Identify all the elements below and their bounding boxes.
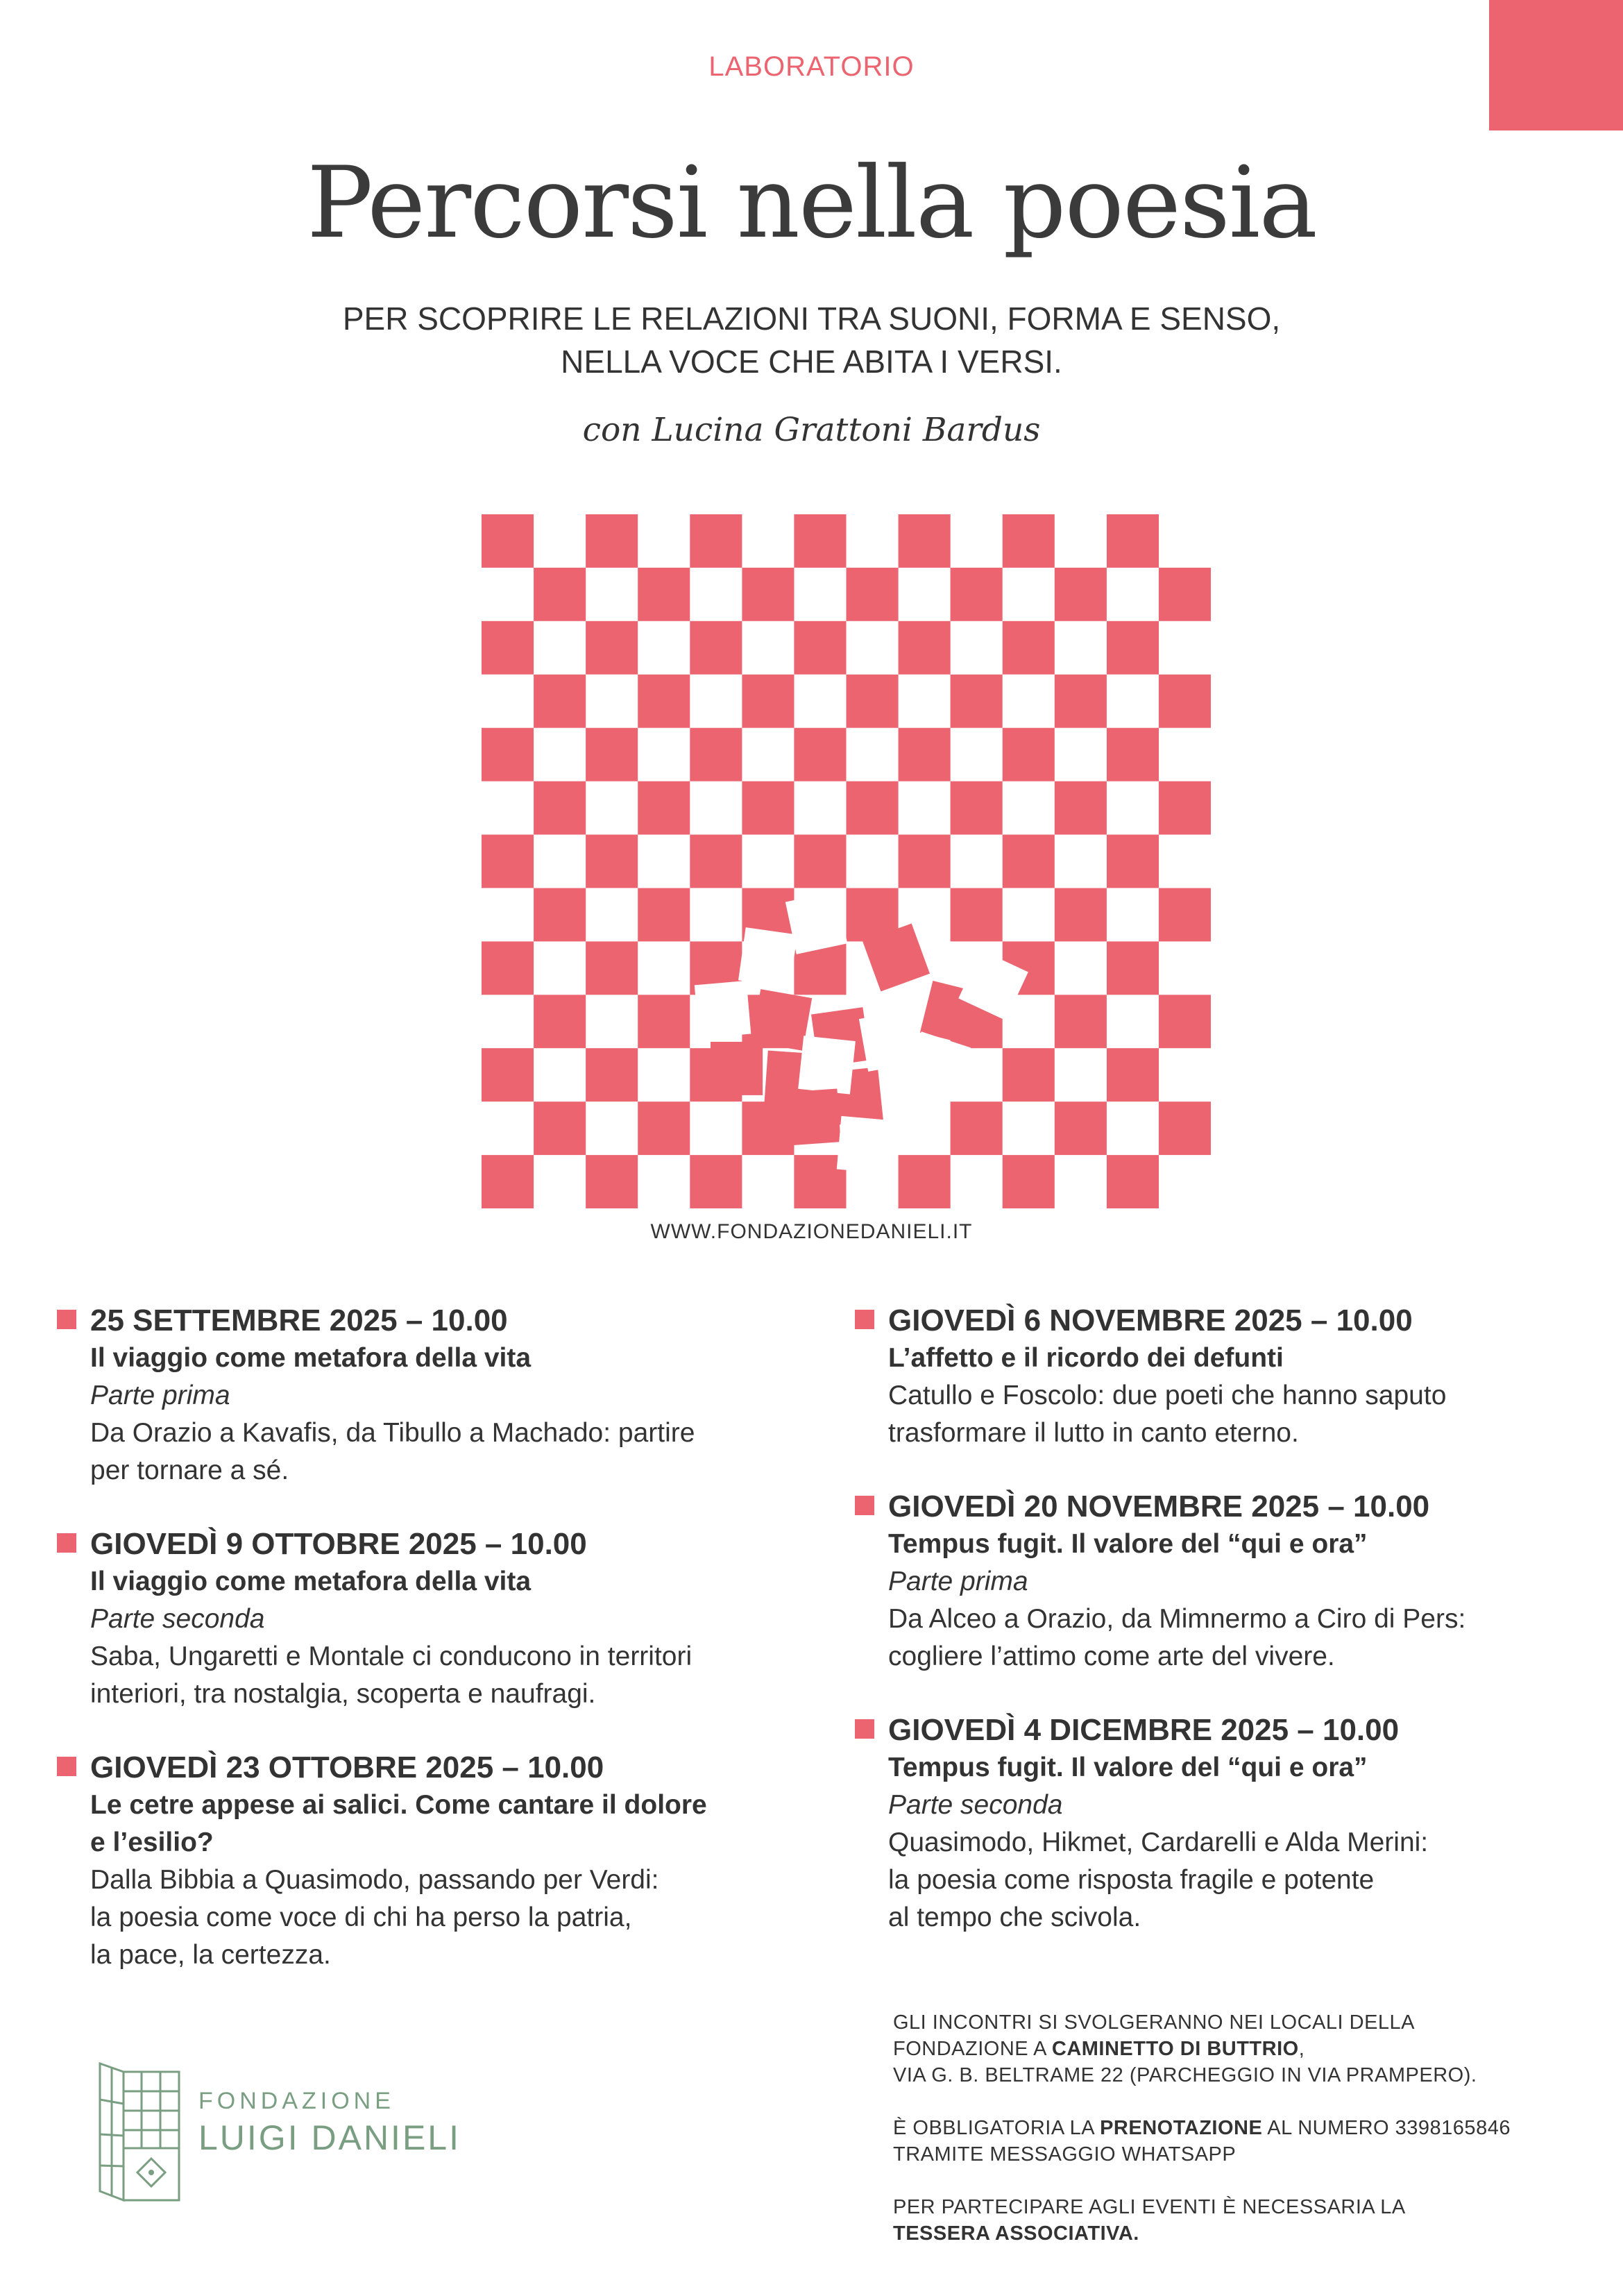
- checker-square: [1159, 888, 1211, 942]
- info-block: [893, 2009, 1587, 2273]
- checker-square: [690, 835, 742, 888]
- scattered-tile: [738, 927, 797, 988]
- checker-square: [690, 1155, 742, 1208]
- info-location: [893, 2009, 1587, 2088]
- checker-square: [951, 675, 1003, 728]
- checker-square: [482, 835, 534, 888]
- checker-square: [482, 514, 534, 568]
- info-membership: [893, 2194, 1587, 2247]
- event-item: [855, 1302, 1583, 1452]
- bullet-square-icon: [855, 1310, 874, 1329]
- checker-square: [1003, 514, 1055, 568]
- scattered-tile: [695, 981, 751, 1038]
- checker-square: [899, 514, 951, 568]
- subtitle-line-2: NELLA VOCE CHE ABITA I VERSI.: [561, 344, 1062, 380]
- author-credit: con Lucina Grattoni Bardus: [582, 411, 1041, 449]
- checker-square: [1055, 782, 1107, 835]
- event-item: [57, 1526, 799, 1713]
- checker-square: [847, 568, 899, 621]
- checker-square: [534, 1101, 586, 1155]
- logo-line-2: LUIGI DANIELI: [198, 2118, 461, 2157]
- checker-square: [1003, 728, 1055, 782]
- scattered-tile: [711, 1042, 763, 1095]
- checker-square: [794, 728, 846, 782]
- checker-square: [586, 514, 638, 568]
- checker-square: [534, 782, 586, 835]
- event-title: Le cetre appese ai salici. Come cantare il dolore e l’esilio?: [90, 1790, 707, 1857]
- checker-square: [1107, 621, 1159, 675]
- event-part: Parte prima: [90, 1381, 230, 1410]
- events-column-right: [855, 1302, 1583, 1973]
- info-booking-line-2: TRAMITE MESSAGGIO WHATSAPP: [893, 2143, 1237, 2166]
- checker-square: [1003, 835, 1055, 888]
- event-title: L’affetto e il ricordo dei defunti: [888, 1343, 1284, 1373]
- info-booking: [893, 2115, 1587, 2168]
- checker-square: [482, 728, 534, 782]
- checker-square: [1159, 568, 1211, 621]
- scattered-tile: [837, 1116, 894, 1174]
- event-title: Tempus fugit. Il valore del “qui e ora”: [888, 1753, 1368, 1782]
- events-column-left: [57, 1302, 799, 2010]
- subtitle: [0, 297, 1623, 383]
- event-date: GIOVEDÌ 23 OTTOBRE 2025 – 10.00: [90, 1750, 604, 1784]
- event-part: Parte seconda: [888, 1790, 1063, 1820]
- event-description: Quasimodo, Hikmet, Cardarelli e Alda Merini: la poesia come risposta fragile e potente al tempo che scivola.: [888, 1827, 1429, 1932]
- website-url[interactable]: WWW.FONDAZIONEDANIELI.IT: [650, 1220, 973, 1243]
- checker-square: [1159, 1101, 1211, 1155]
- checker-square: [482, 1048, 534, 1101]
- event-item: [57, 1749, 799, 1974]
- checker-square: [586, 728, 638, 782]
- scattered-tile: [785, 1088, 840, 1145]
- checker-square: [638, 675, 690, 728]
- checker-square: [586, 1155, 638, 1208]
- checker-square: [1159, 782, 1211, 835]
- scattered-tile: [798, 1036, 856, 1094]
- checker-square: [482, 941, 534, 995]
- info-location-comma: ,: [1298, 2038, 1305, 2060]
- bullet-square-icon: [855, 1719, 874, 1739]
- checker-square: [794, 835, 846, 888]
- checker-square: [1107, 835, 1159, 888]
- event-title: Il viaggio come metafora della vita: [90, 1343, 532, 1373]
- event-description: Da Orazio a Kavafis, da Tibullo a Machado: partire per tornare a sé.: [90, 1418, 695, 1485]
- checker-square: [1055, 1101, 1107, 1155]
- checker-square: [794, 514, 846, 568]
- event-title: Tempus fugit. Il valore del “qui e ora”: [888, 1529, 1368, 1559]
- checker-square: [1055, 568, 1107, 621]
- scattered-tile: [859, 1010, 919, 1072]
- checker-square: [534, 888, 586, 942]
- checker-square: [586, 621, 638, 675]
- checker-square: [847, 782, 899, 835]
- checker-square: [951, 888, 1003, 942]
- event-title: Il viaggio come metafora della vita: [90, 1567, 532, 1596]
- checker-square: [638, 1101, 690, 1155]
- event-description: Saba, Ungaretti e Montale ci conducono in territori interiori, tra nostalgia, scoperta e naufragi.: [90, 1641, 692, 1709]
- checker-square: [742, 782, 794, 835]
- event-item: [855, 1488, 1583, 1675]
- info-membership-line-1: PER PARTECIPARE AGLI EVENTI È NECESSARIA LA: [893, 2196, 1406, 2218]
- checker-square: [690, 514, 742, 568]
- checker-square: [1003, 1048, 1055, 1101]
- checker-square: [638, 568, 690, 621]
- kicker-label: LABORATORIO: [708, 51, 915, 82]
- checker-square: [1003, 1155, 1055, 1208]
- checker-square: [482, 621, 534, 675]
- logo-line-1: FONDAZIONE: [198, 2088, 395, 2114]
- event-part: Parte prima: [888, 1567, 1028, 1596]
- checker-square: [586, 1048, 638, 1101]
- event-description: Dalla Bibbia a Quasimodo, passando per Verdi: la poesia come voce di chi ha perso la patria, la pace, la certezza.: [90, 1865, 659, 1970]
- checker-square: [482, 1155, 534, 1208]
- checker-square: [742, 675, 794, 728]
- bullet-square-icon: [57, 1310, 76, 1329]
- checker-square: [1159, 995, 1211, 1048]
- scattered-tile: [751, 989, 812, 1051]
- event-date: GIOVEDÌ 9 OTTOBRE 2025 – 10.00: [90, 1527, 587, 1561]
- checker-square: [1159, 675, 1211, 728]
- checker-square: [1107, 728, 1159, 782]
- event-date: GIOVEDÌ 6 NOVEMBRE 2025 – 10.00: [888, 1303, 1413, 1337]
- checker-square: [899, 728, 951, 782]
- checker-square: [1055, 888, 1107, 942]
- checker-square: [742, 568, 794, 621]
- checker-square: [534, 675, 586, 728]
- bullet-square-icon: [57, 1757, 76, 1776]
- checker-square: [1003, 621, 1055, 675]
- subtitle-line-1: PER SCOPRIRE LE RELAZIONI TRA SUONI, FORMA E SENSO,: [342, 301, 1281, 337]
- checker-square: [534, 568, 586, 621]
- event-part: Parte seconda: [90, 1604, 265, 1634]
- event-description: Catullo e Foscolo: due poeti che hanno saputo trasformare il lutto in canto eterno.: [888, 1381, 1447, 1448]
- checker-square: [690, 728, 742, 782]
- bullet-square-icon: [57, 1533, 76, 1553]
- event-date: 25 SETTEMBRE 2025 – 10.00: [90, 1303, 508, 1337]
- foundation-logo: [96, 2058, 484, 2204]
- checker-square: [1107, 1048, 1159, 1101]
- checker-square: [1055, 675, 1107, 728]
- checker-square: [951, 1101, 1003, 1155]
- checkerboard-illustration: [482, 514, 1211, 1208]
- door-window-icon: [96, 2058, 186, 2204]
- checker-square: [899, 621, 951, 675]
- checker-square: [1107, 514, 1159, 568]
- info-booking-phone: AL NUMERO 3398165846: [1262, 2117, 1511, 2139]
- checker-square: [899, 1155, 951, 1208]
- info-location-address: VIA G. B. BELTRAME 22 (PARCHEGGIO IN VIA PRAMPERO).: [893, 2064, 1477, 2086]
- checker-square: [1107, 941, 1159, 995]
- bullet-square-icon: [855, 1496, 874, 1515]
- checker-square: [534, 995, 586, 1048]
- event-date: GIOVEDÌ 4 DICEMBRE 2025 – 10.00: [888, 1713, 1400, 1747]
- checker-square: [638, 782, 690, 835]
- info-location-place: CAMINETTO DI BUTTRIO: [1051, 2038, 1299, 2060]
- checker-square: [638, 995, 690, 1048]
- info-location-line-1: GLI INCONTRI SI SVOLGERANNO NEI LOCALI DELLA: [893, 2011, 1416, 2034]
- event-date: GIOVEDÌ 20 NOVEMBRE 2025 – 10.00: [888, 1489, 1430, 1523]
- checker-square: [951, 782, 1003, 835]
- checker-square: [1055, 995, 1107, 1048]
- checker-square: [638, 888, 690, 942]
- event-item: [855, 1712, 1583, 1936]
- page-title: Percorsi nella poesia: [307, 146, 1316, 260]
- info-location-line-2: FONDAZIONE A: [893, 2038, 1052, 2060]
- checker-square: [899, 835, 951, 888]
- checker-square: [847, 675, 899, 728]
- checker-square: [951, 568, 1003, 621]
- checker-square: [586, 941, 638, 995]
- event-description: Da Alceo a Orazio, da Mimnermo a Ciro di Pers: cogliere l’attimo come arte del vivere.: [888, 1604, 1466, 1671]
- info-booking-line-1: È OBBLIGATORIA LA: [893, 2117, 1101, 2139]
- checker-square: [1107, 1155, 1159, 1208]
- checker-square: [794, 621, 846, 675]
- checker-square: [690, 621, 742, 675]
- info-booking-keyword: PRENOTAZIONE: [1100, 2117, 1263, 2139]
- info-membership-card: TESSERA ASSOCIATIVA.: [893, 2222, 1139, 2245]
- event-item: [57, 1302, 799, 1489]
- checker-square: [586, 835, 638, 888]
